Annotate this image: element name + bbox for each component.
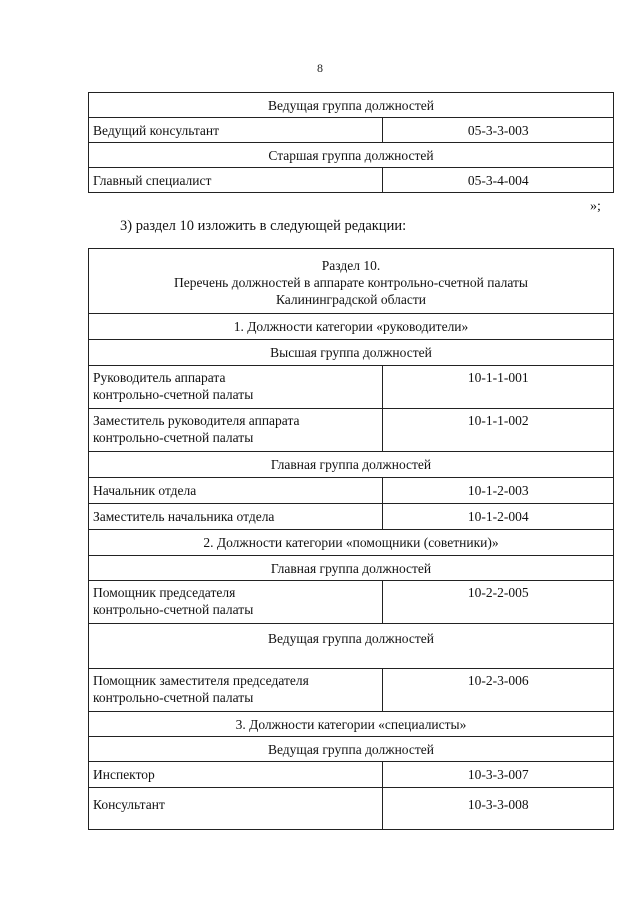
position-name: Главный специалист (89, 168, 383, 193)
position-code: 05-3-4-004 (383, 168, 614, 193)
position-code: 05-3-3-003 (383, 118, 614, 143)
table-row (89, 737, 614, 762)
position-name-line: Руководитель аппарата (93, 370, 226, 385)
table-row (89, 504, 614, 530)
position-name-line: Помощник заместителя председателя (93, 673, 309, 688)
position-name-line: контрольно-счетной палаты (93, 602, 254, 617)
table-row (89, 409, 614, 452)
position-name: Заместитель начальника отдела (89, 504, 383, 530)
position-name: Ведущий консультант (89, 118, 383, 143)
group-header: Ведущая группа должностей (89, 737, 614, 762)
position-name-line: Заместитель руководителя аппарата (93, 413, 300, 428)
position-name: Консультант (89, 788, 383, 830)
table-row (89, 118, 614, 143)
positions-table-continued (88, 92, 614, 193)
group-header: Высшая группа должностей (89, 340, 614, 366)
table-row (89, 581, 614, 624)
section-title-line: Перечень должностей в аппарате контрольно-счетной палаты (174, 275, 528, 290)
position-code: 10-1-1-002 (383, 409, 614, 452)
position-name-line: контрольно-счетной палаты (93, 430, 254, 445)
section-10-table (88, 248, 614, 830)
position-name (89, 409, 383, 452)
section-title-line: Калининградской области (275, 292, 427, 307)
category-header: 2. Должности категории «помощники (советники)» (89, 530, 614, 556)
table-row (89, 530, 614, 556)
position-name (89, 669, 383, 712)
position-name-line: контрольно-счетной палаты (93, 387, 254, 402)
position-code: 10-1-2-004 (383, 504, 614, 530)
table-row (89, 366, 614, 409)
position-code: 10-3-3-008 (383, 788, 614, 830)
position-code: 10-1-2-003 (383, 478, 614, 504)
table-row (89, 556, 614, 581)
table-row (89, 669, 614, 712)
page-number: 8 (317, 61, 323, 75)
table-row (89, 143, 614, 168)
position-code: 10-3-3-007 (383, 762, 614, 788)
instruction-paragraph: 3) раздел 10 изложить в следующей редакции: (120, 218, 407, 234)
table-row (89, 712, 614, 737)
position-name-line: контрольно-счетной палаты (93, 690, 254, 705)
table-row (89, 314, 614, 340)
category-header: 3. Должности категории «специалисты» (89, 712, 614, 737)
position-name: Начальник отдела (89, 478, 383, 504)
closing-quote: »; (590, 199, 601, 214)
table-row (89, 478, 614, 504)
position-name (89, 366, 383, 409)
group-header: Главная группа должностей (89, 556, 614, 581)
position-code: 10-1-1-001 (383, 366, 614, 409)
table-row (89, 452, 614, 478)
position-name-line: Помощник председателя (93, 585, 236, 600)
table-row (89, 93, 614, 118)
section-title (89, 249, 614, 314)
group-header: Ведущая группа должностей (89, 93, 614, 118)
position-code: 10-2-3-006 (383, 669, 614, 712)
section-title-line: Раздел 10. (321, 258, 381, 273)
table-row (89, 168, 614, 193)
table-row (89, 788, 614, 830)
group-header: Старшая группа должностей (89, 143, 614, 168)
table-row (89, 340, 614, 366)
category-header: 1. Должности категории «руководители» (89, 314, 614, 340)
table-row (89, 249, 614, 314)
table-row (89, 624, 614, 669)
group-header: Ведущая группа должностей (89, 624, 614, 669)
table-row (89, 762, 614, 788)
position-name: Инспектор (89, 762, 383, 788)
group-header: Главная группа должностей (89, 452, 614, 478)
position-name (89, 581, 383, 624)
position-code: 10-2-2-005 (383, 581, 614, 624)
